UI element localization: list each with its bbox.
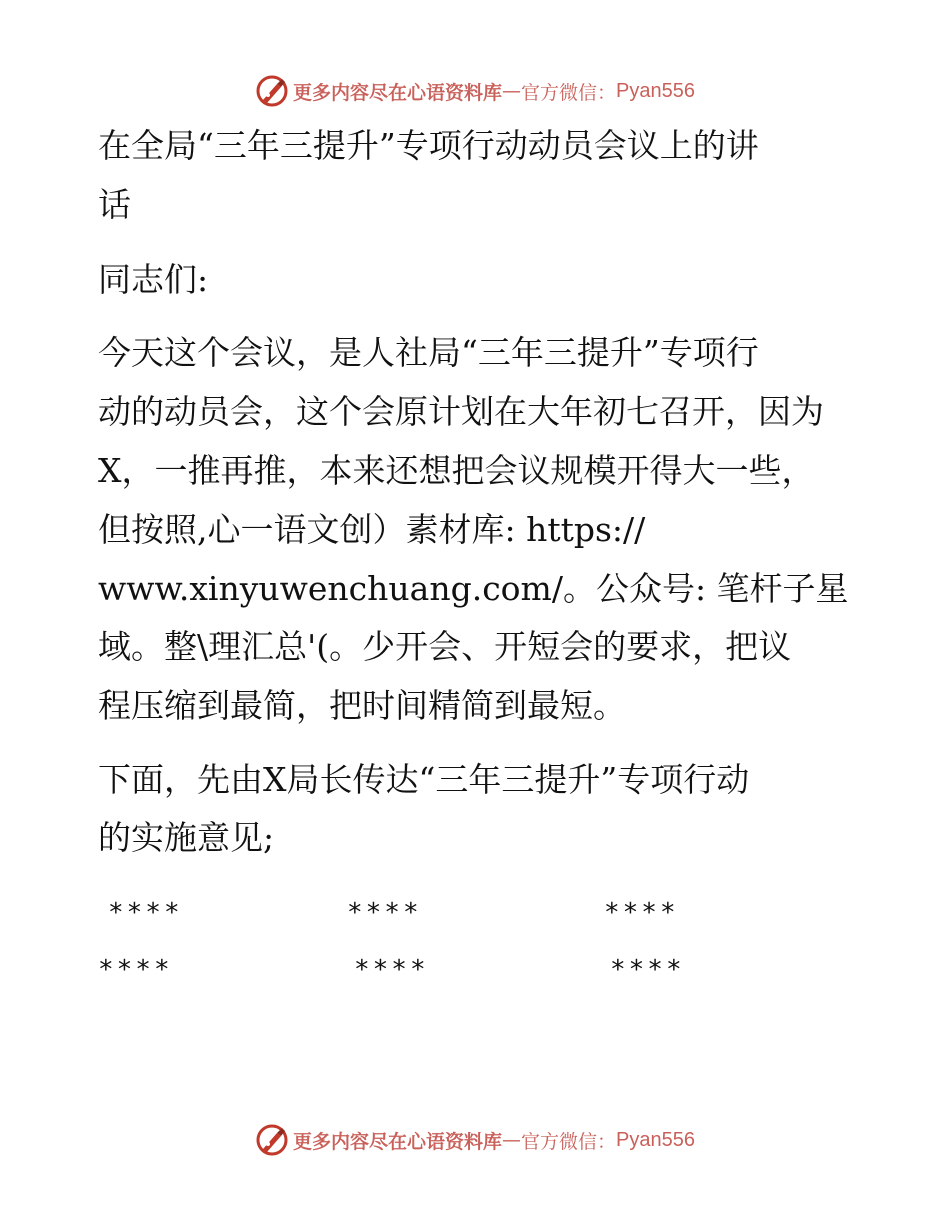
banner-main-text: 更多内容尽在心语资料库	[293, 81, 503, 104]
banner-wechat-label: 官方微信：	[521, 81, 617, 104]
banner-wechat-label: 官方微信：	[521, 1130, 617, 1153]
banner-wechat-id: Pyan556	[616, 79, 695, 102]
paragraph-1-line-3: X，一推再推，本来还想把会议规模开得大一些，	[98, 451, 815, 490]
paragraph-1-line-5: www.xinyuwenchuang.com/。公众号: 笔杆子星	[98, 569, 849, 608]
stars-r2-c3: ****	[610, 955, 685, 985]
doc-title-line-1: 在全局“三年三提升”专项行动动员会议上的讲	[98, 126, 759, 165]
stars-r2-c1: ****	[98, 955, 173, 985]
paragraph-2-line-2: 的实施意见;	[98, 818, 275, 857]
stars-r1-c1: ****	[108, 898, 183, 928]
banner-dash: —	[502, 1129, 522, 1151]
banner-dash: —	[502, 80, 522, 102]
doc-title-line-2: 话	[98, 185, 131, 224]
header-banner	[0, 71, 950, 111]
banner-wechat-id: Pyan556	[616, 1128, 695, 1151]
paragraph-1-line-1: 今天这个会议，是人社局“三年三提升”专项行	[98, 333, 759, 372]
stars-r1-c3: ****	[604, 898, 679, 928]
paragraph-1-line-7: 程压缩到最简，把时间精简到最短。	[98, 686, 626, 725]
paragraph-1-line-6: 域。整\理汇总'(。少开会、开短会的要求，把议	[98, 627, 792, 666]
footer-banner	[0, 1120, 950, 1160]
pen-logo-icon	[255, 1123, 289, 1157]
paragraph-1-line-2: 动的动员会，这个会原计划在大年初七召开，因为	[98, 392, 824, 431]
pen-logo-icon	[255, 74, 289, 108]
greeting: 同志们:	[98, 260, 209, 299]
banner-main-text: 更多内容尽在心语资料库	[293, 1130, 503, 1153]
paragraph-2-line-1: 下面，先由X局长传达“三年三提升”专项行动	[98, 760, 750, 799]
stars-r2-c2: ****	[354, 955, 429, 985]
paragraph-1-line-4: 但按照,心一语文创）素材库: https://	[98, 510, 646, 549]
stars-r1-c2: ****	[347, 898, 422, 928]
